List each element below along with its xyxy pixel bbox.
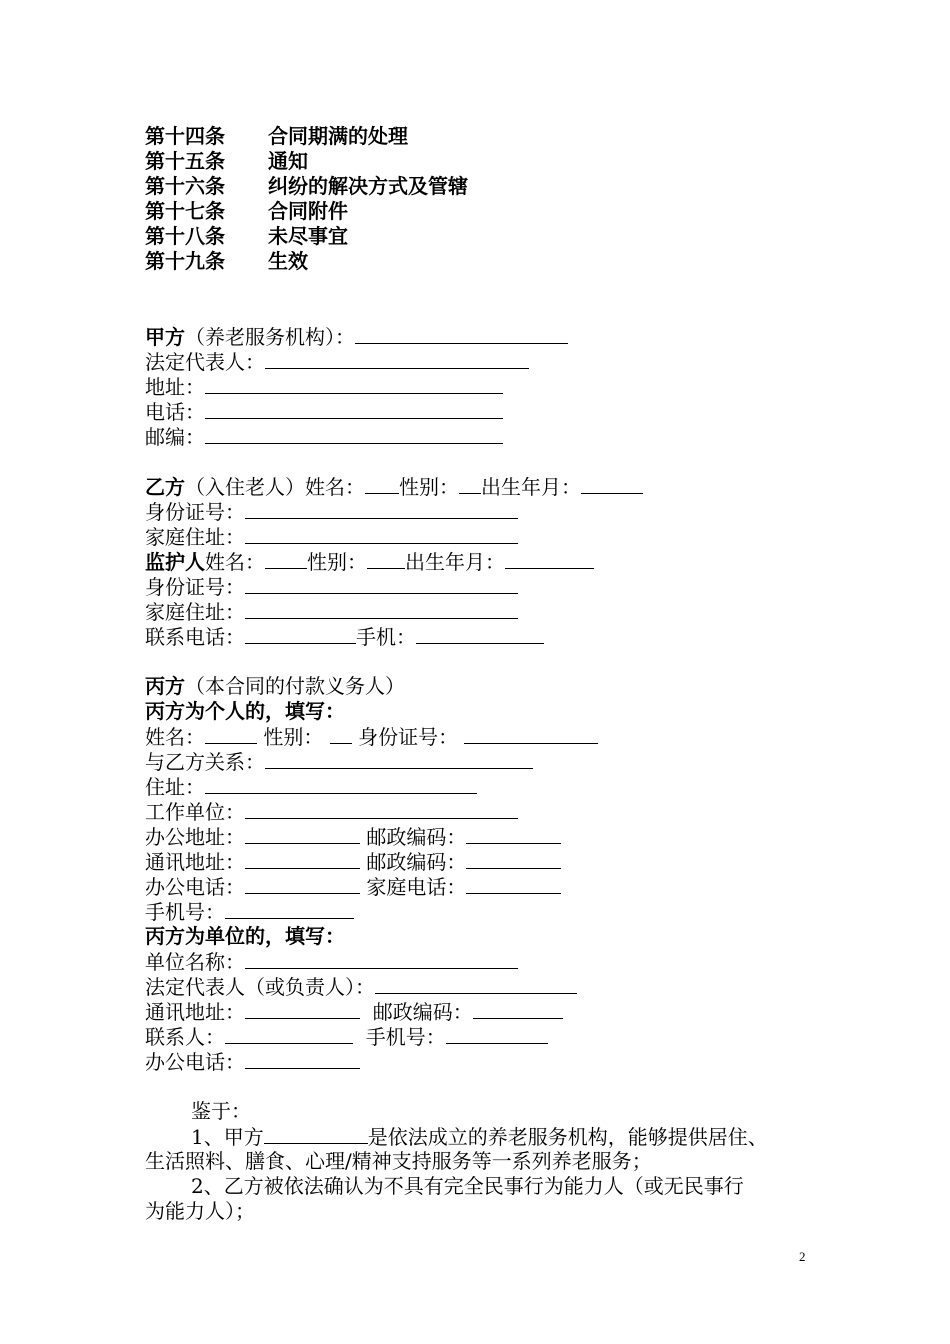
recital-1-cont: 生活照料、膳食、心理/精神支持服务等一系列养老服务；	[145, 1149, 652, 1173]
recital-1-blank[interactable]	[264, 1124, 368, 1144]
label: 家庭电话：	[366, 875, 467, 899]
toc-item	[145, 124, 408, 149]
toc-item	[145, 224, 348, 249]
party-a-legal-rep-blank[interactable]	[265, 349, 529, 369]
toc-item	[145, 199, 348, 224]
toc-item-number: 第十七条	[145, 199, 225, 223]
party-c-postcode-2-blank[interactable]	[466, 849, 561, 869]
label: 手机：	[356, 625, 416, 649]
guardian-birth-blank[interactable]	[505, 549, 594, 569]
guardian-name-blank[interactable]	[265, 549, 307, 569]
label: 手机号：	[365, 1025, 446, 1049]
party-c-mail-address-line	[145, 849, 561, 875]
label: （本合同的付款义务人）	[185, 674, 405, 698]
toc-item-number: 第十九条	[145, 249, 225, 273]
guardian-contact-line	[145, 624, 544, 650]
party-a-postcode-line	[145, 424, 503, 450]
label: 通讯地址：	[145, 850, 245, 874]
party-a-address-blank[interactable]	[205, 374, 503, 394]
label: 姓名：	[145, 725, 205, 749]
party-c-org-rep-line	[145, 974, 577, 1000]
party-c-phone-line	[145, 874, 561, 900]
label: 邮政编码：	[372, 1000, 473, 1024]
party-c-mobile-blank[interactable]	[225, 899, 354, 919]
label: 工作单位：	[145, 800, 245, 824]
party-a-phone-line	[145, 399, 503, 425]
toc-item-title: 合同期满的处理	[268, 124, 408, 148]
guardian-heading: 监护人	[145, 550, 205, 574]
party-c-mail-address-blank[interactable]	[245, 849, 360, 869]
party-b-home-blank[interactable]	[245, 524, 518, 544]
label: 单位名称：	[145, 950, 245, 974]
label: 身份证号：	[145, 500, 245, 524]
label: 邮政编码：	[366, 850, 467, 874]
toc-item-number: 第十五条	[145, 149, 225, 173]
party-c-org-contact-line	[145, 1024, 548, 1050]
label: 办公地址：	[145, 825, 245, 849]
label: 性别：	[307, 550, 367, 574]
toc-item-title: 通知	[268, 149, 308, 173]
label: 通讯地址：	[145, 1000, 245, 1024]
party-b-line	[145, 474, 643, 500]
label: 联系人：	[145, 1025, 225, 1049]
toc-item-number: 第十四条	[145, 124, 225, 148]
toc-item-title: 未尽事宜	[268, 224, 348, 248]
label: 邮政编码：	[366, 825, 467, 849]
label: 住址：	[145, 775, 205, 799]
label: （入住老人）姓名：	[185, 475, 365, 499]
toc-item	[145, 249, 308, 274]
party-c-id-blank[interactable]	[464, 724, 598, 744]
party-c-name-blank[interactable]	[205, 724, 257, 744]
party-c-heading: 丙方	[145, 674, 185, 698]
party-a-name-blank[interactable]	[355, 324, 568, 344]
label: 法定代表人：	[145, 350, 265, 374]
guardian-gender-blank[interactable]	[367, 549, 405, 569]
label: 出生年月：	[405, 550, 505, 574]
party-c-org-name-line	[145, 949, 518, 975]
party-b-home-line	[145, 524, 518, 550]
recital-1-line	[191, 1124, 768, 1150]
guardian-id-line	[145, 574, 518, 600]
guardian-line	[145, 549, 594, 575]
label: 出生年月：	[481, 475, 581, 499]
party-c-employer-blank[interactable]	[245, 799, 518, 819]
guardian-home-line	[145, 599, 518, 625]
party-b-id-line	[145, 499, 518, 525]
label: 身份证号：	[145, 575, 245, 599]
party-a-heading: 甲方	[145, 325, 185, 349]
label: 家庭住址：	[145, 600, 245, 624]
guardian-id-blank[interactable]	[245, 574, 518, 594]
party-a-address-line	[145, 374, 503, 400]
party-c-individual-heading: 丙方为个人的，填写：	[145, 699, 345, 723]
party-a-phone-blank[interactable]	[205, 399, 503, 419]
party-c-org-office-phone-line	[145, 1049, 360, 1075]
toc-item-title: 纠纷的解决方式及管辖	[268, 174, 468, 198]
party-c-address-blank[interactable]	[205, 774, 477, 794]
label: 性别：	[399, 475, 459, 499]
party-c-org-name-blank[interactable]	[245, 949, 518, 969]
label: 手机号：	[145, 900, 225, 924]
label: 联系电话：	[145, 625, 245, 649]
label: 法定代表人（或负责人）：	[145, 975, 375, 999]
toc-item-number: 第十六条	[145, 174, 225, 198]
label: 1、甲方	[191, 1125, 264, 1149]
party-c-relation-blank[interactable]	[265, 749, 533, 769]
party-c-postcode-1-blank[interactable]	[466, 824, 561, 844]
party-a-postcode-blank[interactable]	[205, 424, 503, 444]
label: 地址：	[145, 375, 205, 399]
guardian-mobile-blank[interactable]	[416, 624, 544, 644]
label: 姓名：	[205, 550, 265, 574]
recital-2-line: 2、乙方被依法确认为不具有完全民事行为能力人（或无民事行	[191, 1174, 744, 1198]
party-c-office-phone-blank[interactable]	[245, 874, 360, 894]
label: 办公电话：	[145, 875, 245, 899]
label: 与乙方关系：	[145, 750, 265, 774]
toc-item	[145, 174, 468, 199]
label: 是依法成立的养老服务机构，能够提供居住、	[367, 1125, 768, 1149]
label: 邮编：	[145, 425, 205, 449]
guardian-home-blank[interactable]	[245, 599, 518, 619]
party-c-office-address-line	[145, 824, 561, 850]
party-c-address-line	[145, 774, 477, 800]
party-a-heading-note: （养老服务机构）：	[185, 325, 355, 349]
party-c-org-heading: 丙方为单位的，填写：	[145, 924, 345, 948]
label: 性别：	[263, 725, 324, 749]
party-c-gender-blank[interactable]	[330, 724, 352, 744]
party-b-birth-blank[interactable]	[581, 474, 643, 494]
party-c-org-mail-blank[interactable]	[245, 999, 360, 1019]
party-c-org-rep-blank[interactable]	[375, 974, 577, 994]
toc-item-number: 第十八条	[145, 224, 225, 248]
label: 办公电话：	[145, 1050, 245, 1074]
party-a-line	[145, 324, 568, 350]
label: 家庭住址：	[145, 525, 245, 549]
party-b-heading: 乙方	[145, 475, 185, 499]
party-c-org-office-phone-blank[interactable]	[245, 1049, 360, 1069]
guardian-phone-blank[interactable]	[245, 624, 356, 644]
toc-item-title: 合同附件	[268, 199, 348, 223]
toc-item	[145, 149, 308, 174]
party-b-id-blank[interactable]	[245, 499, 518, 519]
recitals-intro: 鉴于：	[191, 1099, 251, 1123]
party-c-mobile-line	[145, 899, 354, 925]
party-c-org-mobile-blank[interactable]	[446, 1024, 548, 1044]
party-c-line	[145, 674, 405, 699]
party-c-org-postcode-blank[interactable]	[473, 999, 563, 1019]
party-c-employer-line	[145, 799, 518, 825]
party-b-name-blank[interactable]	[365, 474, 399, 494]
party-a-legal-rep-line	[145, 349, 529, 375]
party-c-org-mail-line	[145, 999, 563, 1025]
party-c-relation-line	[145, 749, 533, 775]
party-c-office-address-blank[interactable]	[245, 824, 360, 844]
label: 电话：	[145, 400, 205, 424]
toc-item-title: 生效	[268, 249, 308, 273]
party-c-home-phone-blank[interactable]	[466, 874, 561, 894]
page-number: 2	[799, 1249, 806, 1264]
party-b-gender-blank[interactable]	[459, 474, 481, 494]
recital-2-cont: 为能力人）；	[145, 1199, 255, 1223]
party-c-name-line	[145, 724, 598, 750]
label: 身份证号：	[358, 725, 459, 749]
party-c-org-contact-blank[interactable]	[225, 1024, 353, 1044]
